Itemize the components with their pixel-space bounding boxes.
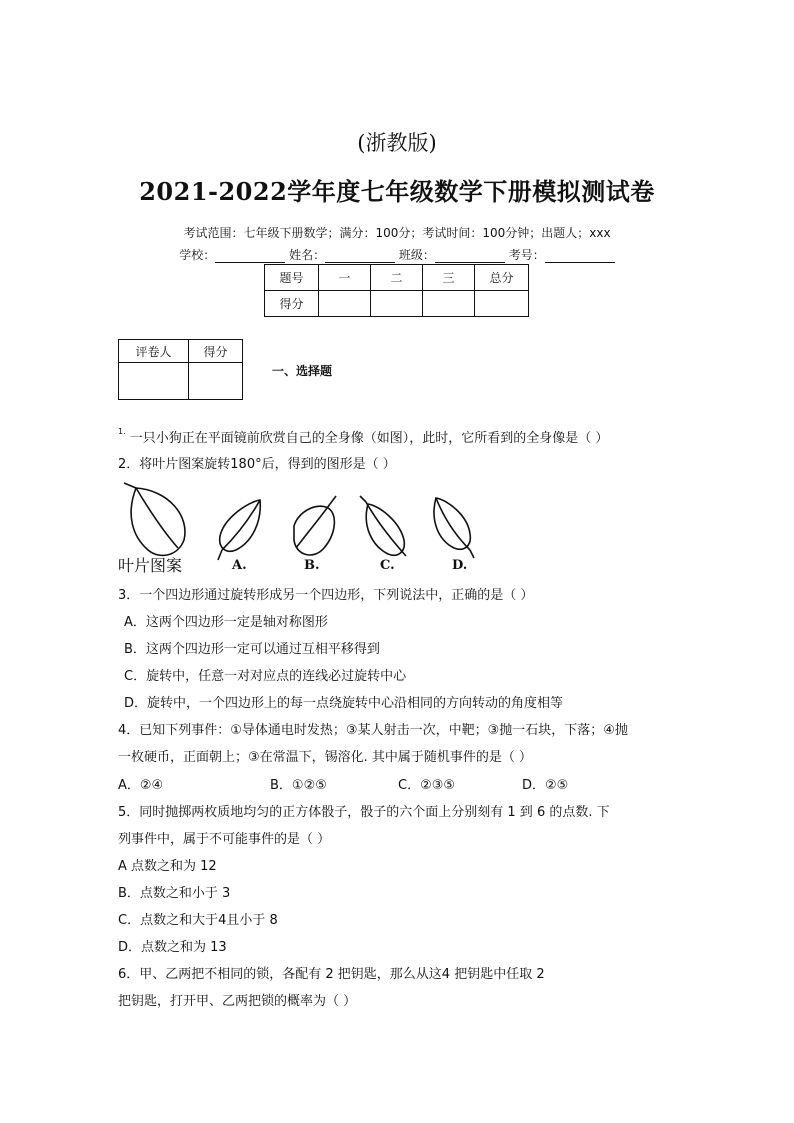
grader-table — [118, 339, 243, 400]
question-3-stem: 3．一个四边形通过旋转形成另一个四边形，下列说法中，正确的是（ ） — [118, 588, 534, 603]
score-header-cell: 三 — [423, 265, 475, 291]
score-cell[interactable] — [371, 291, 423, 317]
grader-cell[interactable] — [119, 363, 189, 400]
leaf-option-b-drawing — [294, 496, 336, 555]
question-2-text: 2．将叶片图案旋转180°后，得到的图形是（ ） — [118, 457, 396, 472]
score-cell[interactable] — [475, 291, 529, 317]
exam-title: 2021-2022学年度七年级数学下册模拟测试卷 — [139, 177, 655, 206]
question-4-option-a: A．②④ — [118, 778, 164, 793]
question-3-option-b: B．这两个四边形一定可以通过互相平移得到 — [124, 642, 380, 657]
section-title: 一、选择题 — [272, 364, 333, 378]
grader-header-cell: 评卷人 — [119, 340, 189, 363]
leaf-figure-caption: 叶片图案 — [118, 556, 183, 575]
question-5-option-b: B．点数之和小于 3 — [118, 886, 231, 901]
leaf-label-b: B. — [304, 558, 320, 573]
school-label: 学校： — [179, 248, 216, 262]
leaf-label-c: C. — [380, 558, 395, 573]
leaf-option-d-drawing — [434, 498, 474, 558]
question-1-text: 一只小狗正在平面镜前欣赏自己的全身像（如图），此时，它所看到的全身像是（ ） — [129, 431, 609, 446]
leaf-option-a-drawing — [218, 500, 260, 560]
question-3-option-a: A．这两个四边形一定是轴对称图形 — [124, 615, 328, 630]
question-5-option-d: D．点数之和为 13 — [118, 940, 227, 955]
question-5-stem-line2: 列事件中，属于不可能事件的是（ ） — [118, 832, 331, 847]
question-5-option-c: C．点数之和大于4且小于 8 — [118, 913, 278, 928]
question-5-stem-line1: 5．同时抛掷两枚质地均匀的正方体骰子，骰子的六个面上分别刻有 1 到 6 的点数. 下 — [118, 805, 610, 820]
leaf-option-c-drawing — [360, 496, 406, 556]
edition-label: (浙教版) — [357, 131, 437, 155]
score-cell[interactable] — [423, 291, 475, 317]
score-header-cell: 一 — [319, 265, 371, 291]
score-header-cell: 总分 — [475, 265, 529, 291]
school-blank[interactable] — [215, 250, 285, 263]
leaf-original-drawing — [124, 483, 185, 555]
score-table — [264, 264, 529, 317]
question-4-option-d: D．②⑤ — [522, 778, 569, 793]
grader-entry-row — [119, 363, 243, 400]
grader-header-row — [119, 340, 243, 363]
question-3-option-d: D．旋转中，一个四边形上的每一点绕旋转中心沿相同的方向转动的角度相等 — [124, 696, 564, 711]
score-table-score-row — [265, 291, 529, 317]
number-blank[interactable] — [545, 250, 615, 263]
name-label: 姓名： — [289, 248, 326, 262]
leaf-label-d: D. — [452, 558, 468, 573]
grader-score-cell[interactable] — [189, 363, 243, 400]
leaf-label-a: A. — [232, 558, 247, 573]
score-cell[interactable] — [319, 291, 371, 317]
number-label: 考号： — [508, 248, 545, 262]
question-3-option-c: C．旋转中，任意一对对应点的连线必过旋转中心 — [124, 669, 407, 684]
grader-header-cell: 得分 — [189, 340, 243, 363]
question-1 — [118, 427, 608, 446]
question-4-stem-line2: 一枚硬币，正面朝上；③在常温下，锡溶化. 其中属于随机事件的是（ ） — [118, 750, 533, 765]
question-6-stem-line2: 把钥匙，打开甲、乙两把锁的概率为（ ） — [118, 994, 357, 1009]
question-5-option-a: A 点数之和为 12 — [118, 859, 217, 874]
name-blank[interactable] — [325, 250, 395, 263]
question-4-option-b: B．①②⑤ — [270, 778, 327, 793]
exam-info: 考试范围：七年级下册数学；满分：100分；考试时间：100分钟；出题人；xxx — [183, 226, 611, 240]
student-info-line — [0, 246, 794, 263]
score-row-label: 得分 — [265, 291, 319, 317]
question-4-option-c: C．②③⑤ — [398, 778, 456, 793]
class-label: 班级： — [398, 248, 435, 262]
question-1-number: 1. — [118, 427, 126, 436]
question-4-stem-line1: 4．已知下列事件：①导体通电时发热；③某人射击一次，中靶；③抛一石块，下落；④抛 — [118, 723, 628, 738]
class-blank[interactable] — [435, 250, 505, 263]
score-header-cell: 二 — [371, 265, 423, 291]
score-header-cell: 题号 — [265, 265, 319, 291]
score-table-header-row — [265, 265, 529, 291]
question-6-stem-line1: 6．甲、乙两把不相同的锁，各配有 2 把钥匙，那么从这4 把钥匙中任取 2 — [118, 967, 545, 982]
